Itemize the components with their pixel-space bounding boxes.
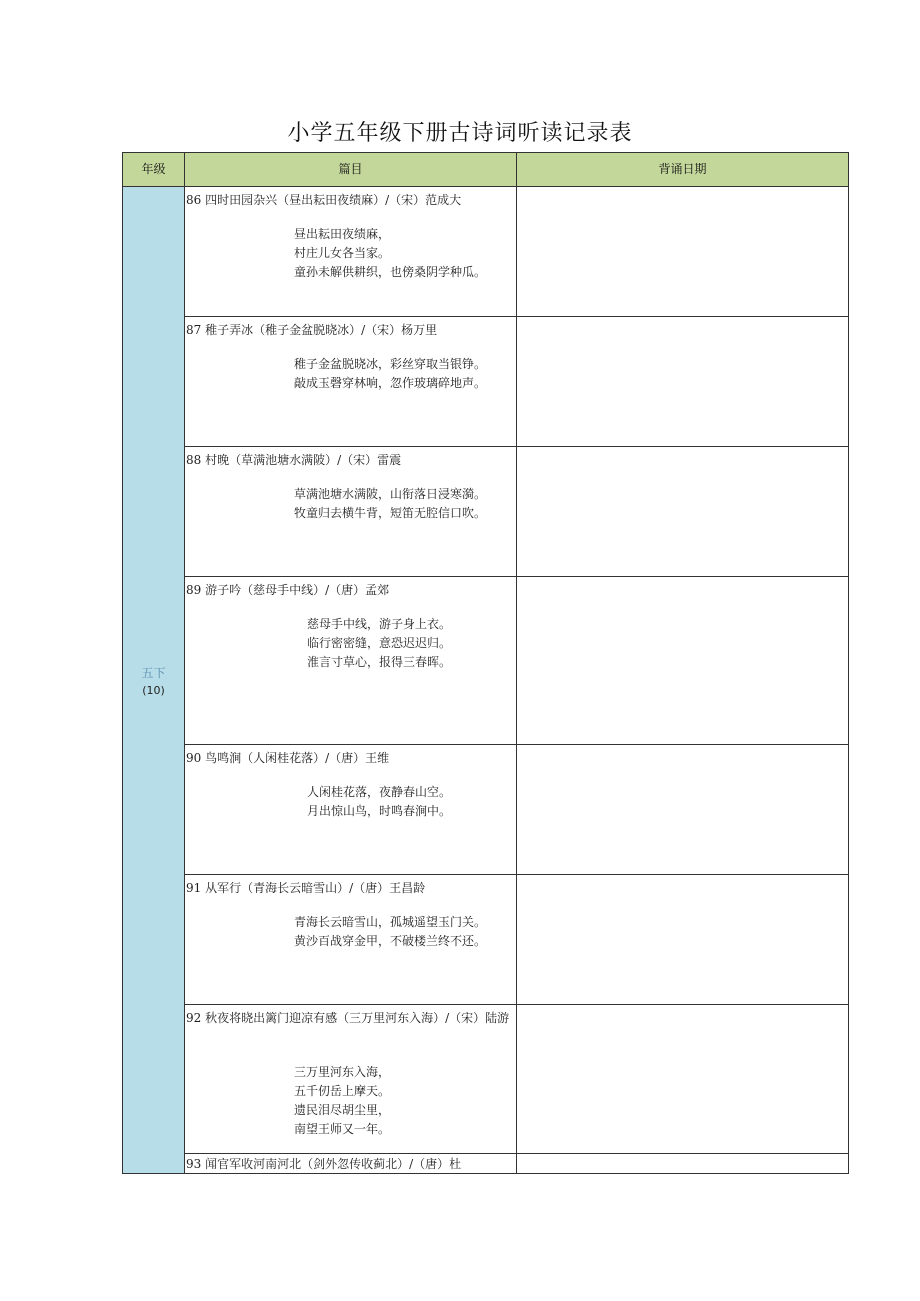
poem-line: 慈母手中线，游子身上衣。	[307, 617, 452, 631]
poem-line: 临行密密缝，意恐迟迟归。	[307, 636, 452, 650]
header-grade: 年级	[123, 153, 185, 186]
grade-cell	[123, 187, 185, 1173]
date-cell[interactable]	[517, 577, 848, 745]
poem-heading: 87 稚子弄冰（稚子金盆脱晓冰）/（宋）杨万里	[186, 323, 438, 337]
table-header	[123, 153, 848, 187]
poem-row	[185, 1154, 516, 1173]
poem-line: 三万里河东入海，	[294, 1065, 391, 1079]
date-cell[interactable]	[517, 187, 848, 317]
poem-line: 南望王师又一年。	[294, 1122, 391, 1136]
date-column	[517, 187, 848, 1173]
poem-line: 黄沙百战穿金甲，不破楼兰终不还。	[294, 934, 487, 948]
poem-row	[185, 745, 516, 875]
date-cell[interactable]	[517, 1005, 848, 1154]
record-table	[122, 152, 849, 1174]
date-cell[interactable]	[517, 447, 848, 577]
poem-row	[185, 447, 516, 577]
grade-count: (10)	[142, 684, 165, 697]
poem-heading: 92 秋夜将晓出篱门迎凉有感（三万里河东入海）/（宋）陆游	[186, 1011, 510, 1025]
poem-heading: 93 闻官军收河南河北（剑外忽传收蓟北）/（唐）杜	[186, 1157, 462, 1171]
poem-line: 昼出耘田夜绩麻，	[294, 227, 391, 241]
poem-heading: 89 游子吟（慈母手中线）/（唐）孟郊	[186, 583, 390, 597]
poem-row	[185, 875, 516, 1005]
poem-line: 五千仞岳上摩天。	[294, 1084, 391, 1098]
poem-row	[185, 317, 516, 447]
poem-heading: 86 四时田园杂兴（昼出耘田夜绩麻）/（宋）范成大	[186, 193, 462, 207]
poem-line: 村庄儿女各当家。	[294, 246, 391, 260]
poem-line: 淮言寸草心，报得三春晖。	[307, 655, 452, 669]
page-title: 小学五年级下册古诗词听读记录表	[287, 121, 633, 146]
poem-heading: 91 从军行（青海长云暗雪山）/（唐）王昌龄	[186, 881, 426, 895]
date-cell[interactable]	[517, 875, 848, 1005]
poem-line: 月出惊山鸟，时鸣春涧中。	[307, 804, 452, 818]
poem-row	[185, 1005, 516, 1154]
poem-line: 敲成玉磬穿林响，忽作玻璃碎地声。	[294, 376, 487, 390]
grade-label: 五下	[141, 666, 166, 680]
poem-line: 童孙未解供耕织，也傍桑阴学种瓜。	[294, 265, 487, 279]
date-cell[interactable]	[517, 745, 848, 875]
date-cell[interactable]	[517, 317, 848, 447]
poem-line: 草满池塘水满陂，山衔落日浸寒漪。	[294, 487, 487, 501]
poem-line: 遗民泪尽胡尘里，	[294, 1103, 391, 1117]
poem-heading: 88 村晚（草满池塘水满陂）/（宋）雷震	[186, 453, 402, 467]
poem-row	[185, 187, 516, 317]
poem-line: 青海长云暗雪山，孤城遥望玉门关。	[294, 915, 487, 929]
header-title: 篇目	[185, 153, 517, 186]
poem-line: 人闲桂花落，夜静春山空。	[307, 785, 452, 799]
poem-row	[185, 577, 516, 745]
date-cell[interactable]	[517, 1154, 848, 1173]
poem-line: 稚子金盆脱晓冰，彩丝穿取当银铮。	[294, 357, 487, 371]
poem-line: 牧童归去横牛背，短笛无腔信口吹。	[294, 506, 487, 520]
header-date: 背诵日期	[658, 162, 707, 176]
poem-column	[185, 187, 517, 1173]
poem-heading: 90 鸟鸣涧（人闲桂花落）/（唐）王维	[186, 751, 390, 765]
